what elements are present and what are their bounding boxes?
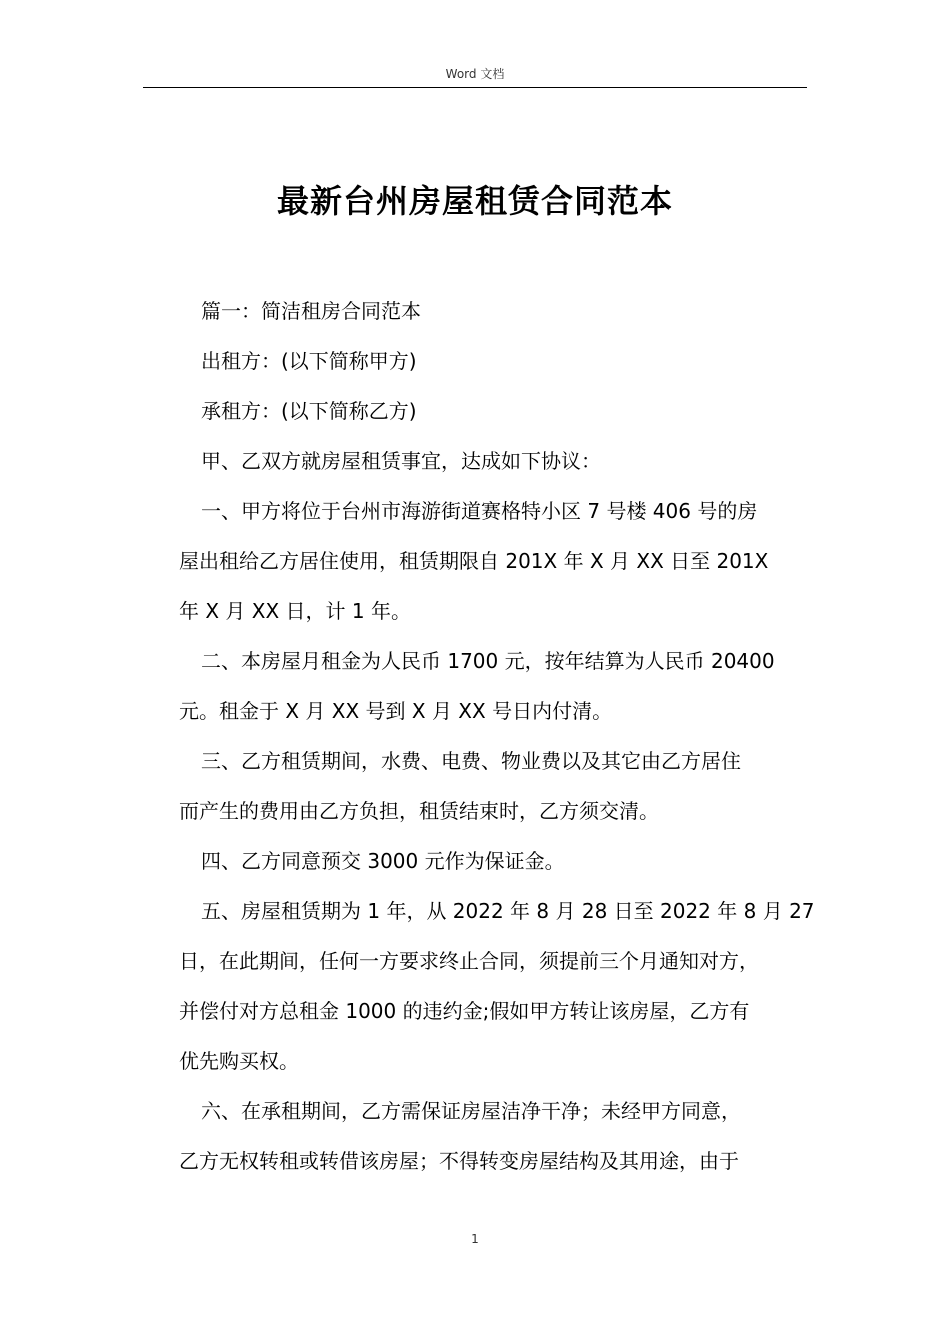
- page-number: 1: [471, 1232, 479, 1246]
- body-line: 承租方：(以下简称乙方): [201, 399, 417, 423]
- body-line: 四、乙方同意预交 3000 元作为保证金。: [201, 849, 565, 873]
- document-body: [179, 286, 819, 1186]
- body-line: 并偿付对方总租金 1000 的违约金;假如甲方转让该房屋，乙方有: [179, 999, 750, 1023]
- body-line: 屋出租给乙方居住使用，租赁期限自 201X 年 X 月 XX 日至 201X: [179, 549, 769, 573]
- body-line: 日，在此期间，任何一方要求终止合同，须提前三个月通知对方，: [179, 949, 759, 973]
- document-title: 最新台州房屋租赁合同范本: [276, 182, 673, 221]
- body-line: 六、在承租期间，乙方需保证房屋洁净干净；未经甲方同意，: [201, 1099, 741, 1123]
- page-header-label: Word 文档: [445, 67, 505, 81]
- body-line: 元。租金于 X 月 XX 号到 X 月 XX 号日内付清。: [179, 699, 613, 723]
- body-line: 甲、乙双方就房屋租赁事宜，达成如下协议：: [201, 449, 601, 473]
- body-line: 一、甲方将位于台州市海游街道赛格特小区 7 号楼 406 号的房: [201, 499, 758, 523]
- body-line: 出租方：(以下简称甲方): [201, 349, 417, 373]
- body-line: 篇一：简洁租房合同范本: [201, 299, 421, 323]
- body-line: 五、房屋租赁期为 1 年，从 2022 年 8 月 28 日至 2022 年 8 月 27: [201, 899, 815, 923]
- body-line: 而产生的费用由乙方负担，租赁结束时，乙方须交清。: [179, 799, 659, 823]
- header-divider: [143, 87, 807, 88]
- body-line: 二、本房屋月租金为人民币 1700 元，按年结算为人民币 20400: [201, 649, 775, 673]
- body-line: 优先购买权。: [179, 1049, 299, 1073]
- body-line: 三、乙方租赁期间，水费、电费、物业费以及其它由乙方居住: [201, 749, 741, 773]
- body-line: 乙方无权转租或转借该房屋；不得转变房屋结构及其用途，由于: [179, 1149, 739, 1173]
- body-line: 年 X 月 XX 日，计 1 年。: [179, 599, 411, 623]
